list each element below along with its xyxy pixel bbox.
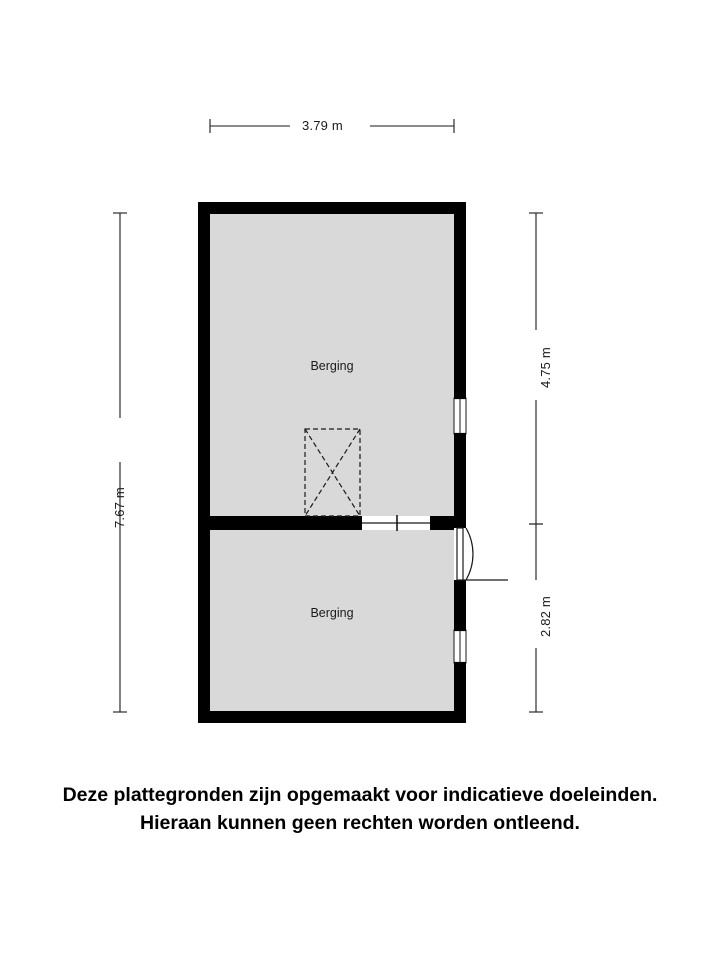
dimension-label-left: 7.67 m <box>112 487 127 528</box>
room-floor-lower <box>210 530 454 711</box>
window-upper-icon <box>454 398 466 434</box>
room-label-upper: Berging <box>310 359 354 373</box>
disclaimer-line-2: Hieraan kunnen geen rechten worden ontleend. <box>140 811 580 834</box>
dimension-line-left <box>113 213 127 712</box>
disclaimer <box>0 782 720 837</box>
interior-opening-icon <box>362 515 430 531</box>
room-label-lower: Berging <box>310 606 354 620</box>
door-swing-icon <box>454 528 508 580</box>
dimension-label-right-upper: 4.75 m <box>538 347 553 388</box>
disclaimer-line-1: Deze plattegronden zijn opgemaakt voor indicatieve doeleinden. <box>62 784 658 806</box>
dimension-label-top: 3.79 m <box>302 118 343 133</box>
dimension-label-right-lower: 2.82 m <box>538 596 553 637</box>
window-lower-icon <box>454 630 466 663</box>
